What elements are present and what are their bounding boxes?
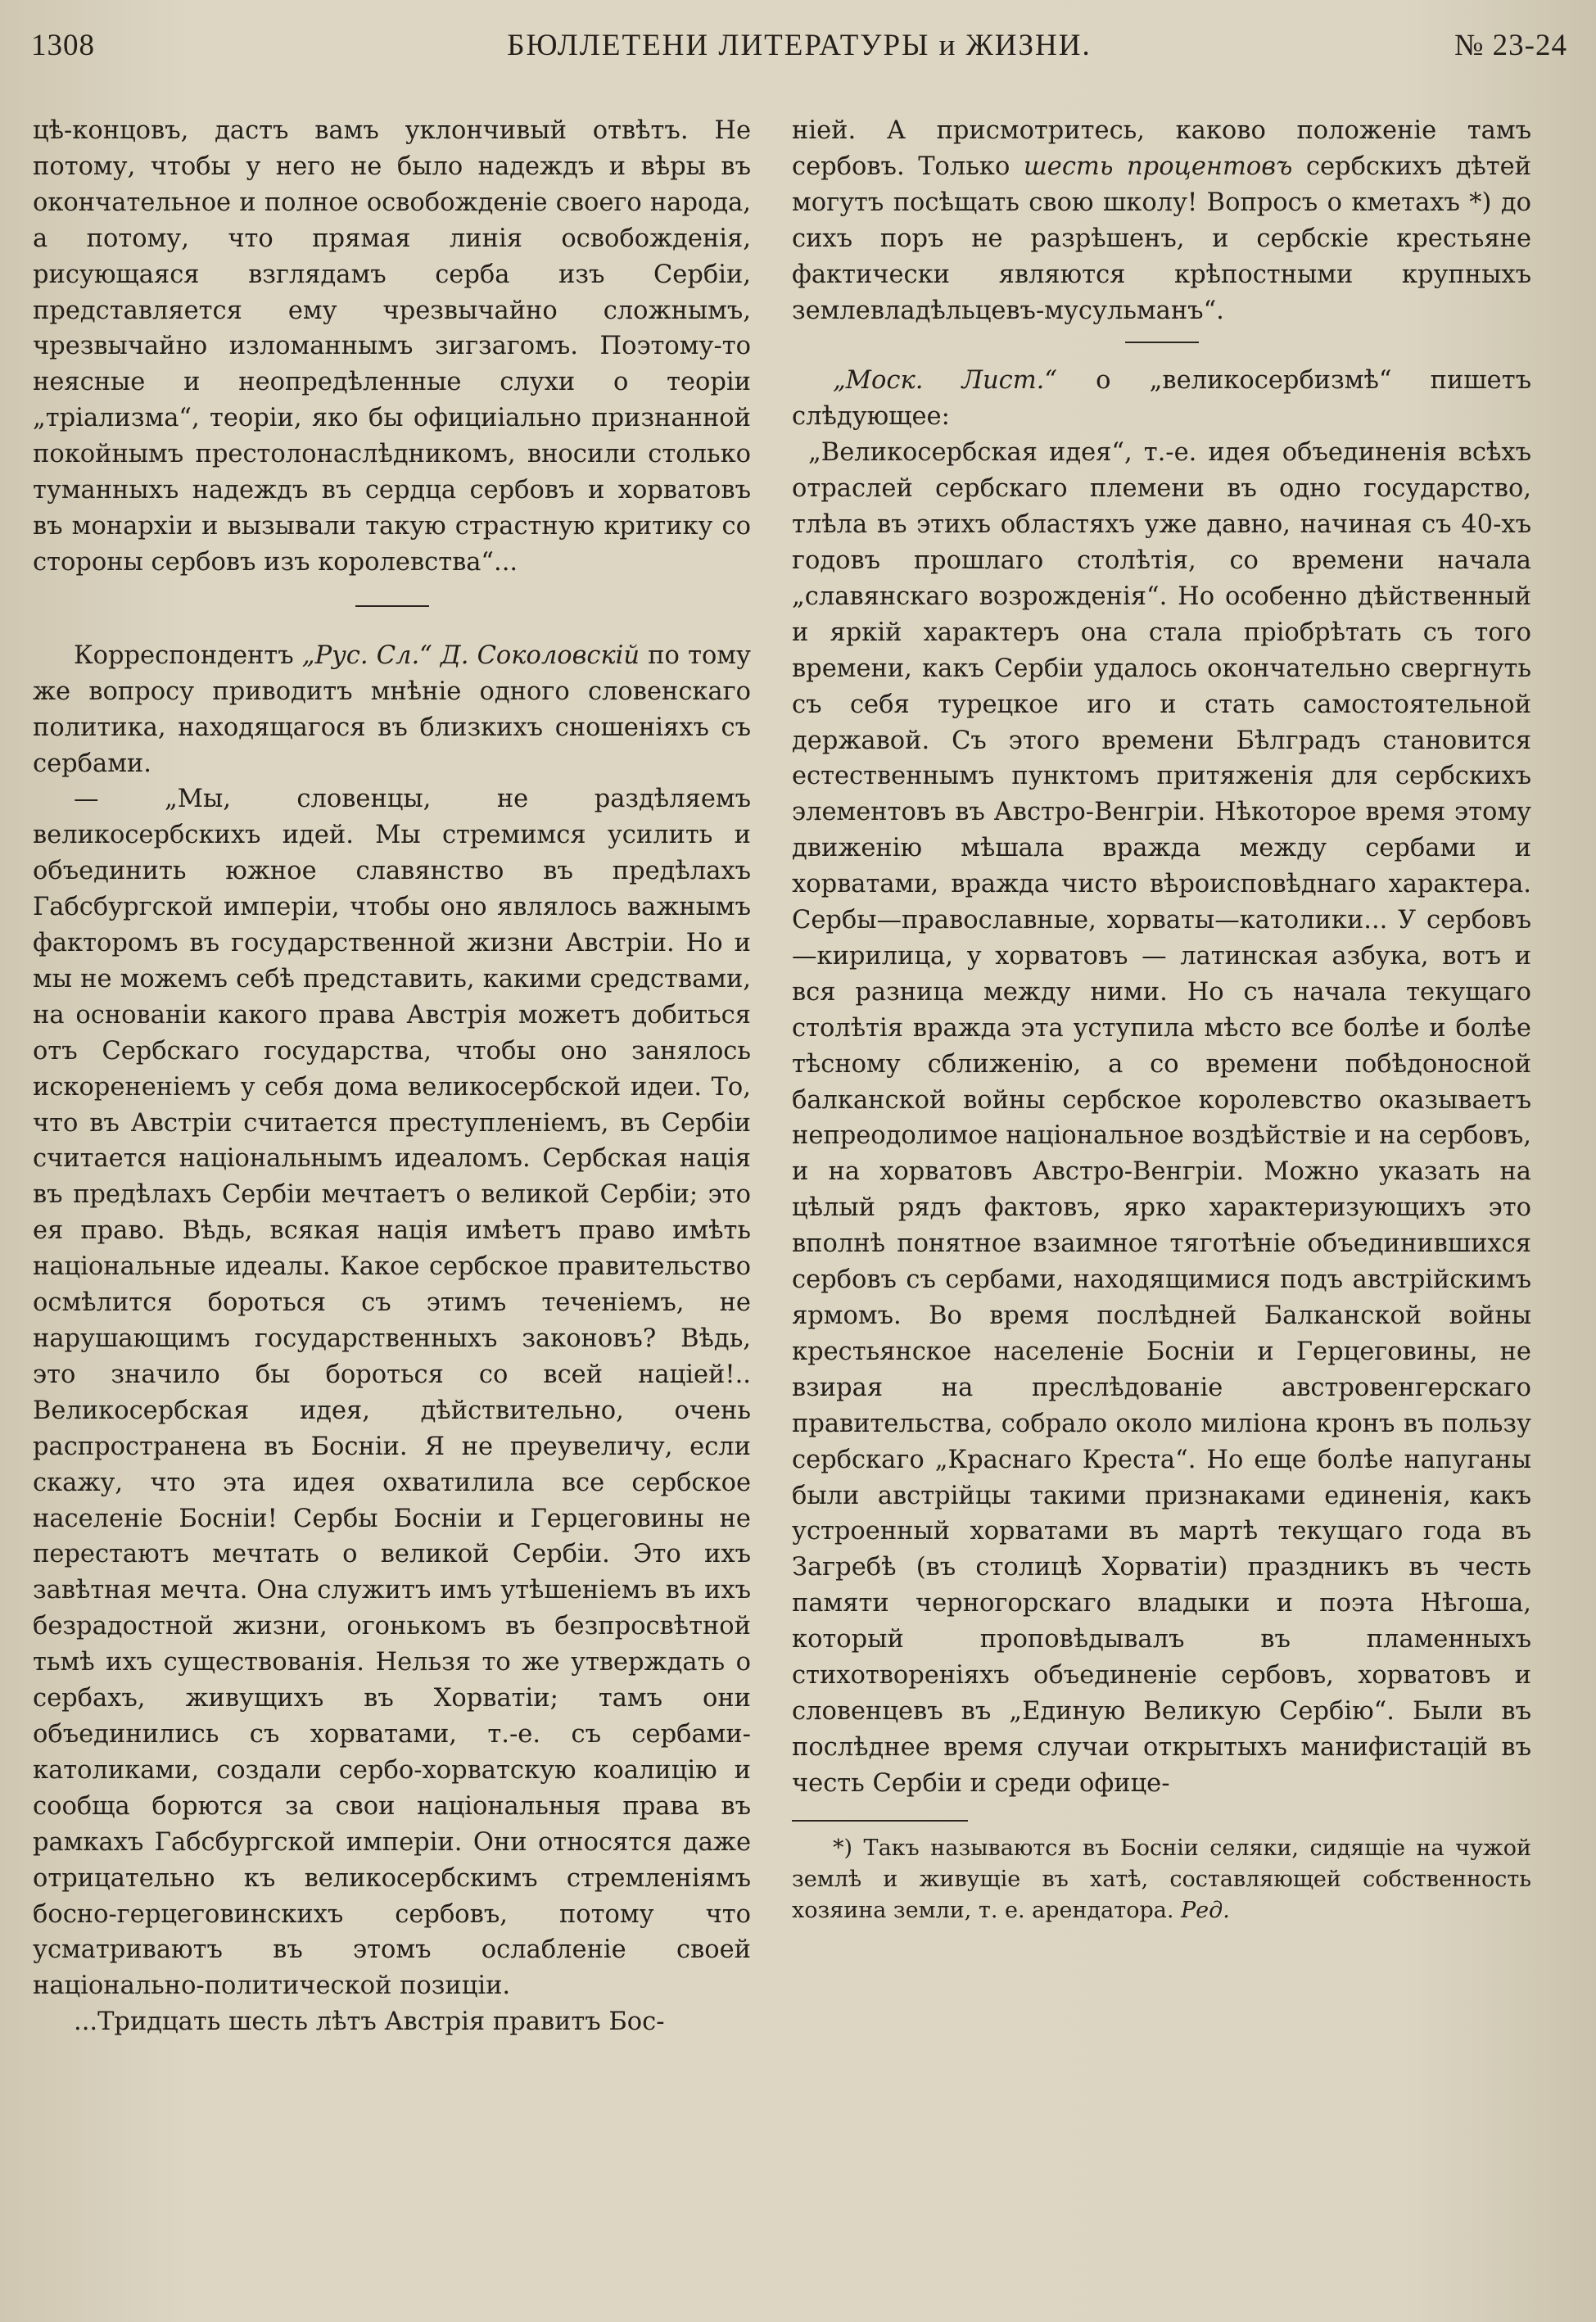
paragraph [33, 638, 751, 782]
author-name: Д. Соколовскій [440, 640, 640, 670]
left-column [33, 113, 751, 2040]
paragraph [792, 113, 1531, 328]
emphasis: шесть процентовъ [1023, 152, 1293, 181]
right-column [792, 113, 1531, 1926]
quoted-paragraph: — „Мы, словенцы, не раздѣляемъ великосербскихъ идей. Мы стремимся усилить и объединить южное славянство въ предѣлахъ Габсбургской имперіи, чтобы оно являлось важнымъ факторомъ въ государственной жизни Австріи. Но и мы не можемъ себѣ представить, какими средствами, на основаніи какого права Австрія можетъ добиться отъ Сербскаго государства, чтобы оно занялось искорененіемъ у себя дома великосербской идеи. То, что въ Австріи считается преступленіемъ, въ Сербіи считается національнымъ идеаломъ. Сербская нація въ предѣлахъ Сербіи мечтаетъ о великой Сербіи; это ея право. Вѣдь, всякая нація имѣетъ право имѣть національные идеалы. Какое сербское правительство осмѣлится бороться съ этимъ теченіемъ, не нарушающимъ государственныхъ законовъ? Вѣдь, это значило бы бороться со всей націей!.. Великосербская идея, дѣйствительно, очень распространена въ Босніи. Я не преувеличу, если скажу, что эта идея охватилила все сербское населеніе Босніи! Сербы Босніи и Герцеговины не перестаютъ мечтать о великой Сербіи. Это ихъ завѣтная мечта. Она служитъ имъ утѣшеніемъ въ ихъ безрадостной жизни, огонькомъ въ безпросвѣтной тьмѣ ихъ существованія. Нельзя то же утверждать о сербахъ, живущихъ въ Хорватіи; тамъ они объединились съ хорватами, т.-е. съ сербами-католиками, создали сербо-хорватскую коалицію и сообща борются за свои національныя права въ рамкахъ Габсбургской имперіи. Они относятся даже отрицательно къ великосербскимъ стремленіямъ босно-герцеговинскихъ сербовъ, потому что усматриваютъ въ этомъ ослабленіе своей національно-политической позиціи. [33, 785, 751, 2001]
paragraph: цѣ-концовъ, дастъ вамъ уклончивый отвѣтъ. Не потому, чтобы у него не было надеждъ и вѣры въ окончательное и полное освобожденіе своего народа, а потому, что прямая линія освобожденія, рисующаяся взглядамъ серба изъ Сербіи, представляется ему чрезвычайно сложнымъ, чрезвычайно изломаннымъ зигзагомъ. Поэтому-то неясные и неопредѣленные слухи о теоріи „тріализма“, теоріи, яко бы официіально признанной покойнымъ престолонаслѣдникомъ, вносили столько туманныхъ надеждъ въ сердца сербовъ и хорватовъ въ монархіи и вызывали такую страстную критику со стороны сербовъ изъ королевства“... [33, 116, 751, 577]
footnote [792, 1833, 1531, 1926]
source-name: „Моск. Лист.“ [833, 366, 1057, 396]
footnote-rule [792, 1820, 968, 1822]
source-name: „Рус. Сл.“ [301, 640, 432, 670]
page-number: 1308 [31, 29, 95, 62]
issue-number: № 23-24 [1454, 29, 1567, 62]
paragraph [792, 363, 1531, 435]
quoted-paragraph: „Великосербская идея“, т.-е. идея объединенія всѣхъ отраслей сербскаго племени въ одно государство, тлѣла въ этихъ областяхъ уже давно, начиная съ 40-хъ годовъ прошлаго столѣтія, со времени начала „славянскаго возрожденія“. Но особенно дѣйственный и яркій характеръ она стала пріобрѣтать съ того времени, какъ Сербіи удалось окончательно свергнуть съ себя турецкое иго и стать самостоятельной державой. Съ этого времени Бѣлградъ становится естественнымъ пунктомъ притяженія для сербскихъ элементовъ въ Австро-Венгріи. Нѣкоторое время этому движенію мѣшала вражда между сербами и хорватами, вражда чисто вѣроисповѣднаго характера. Сербы—православные, хорваты—католики... У сербовъ—кирилица, у хорватовъ — латинская азбука, вотъ и вся разница между ними. Но съ начала текущаго столѣтія вражда эта уступила мѣсто все болѣе и болѣе тѣсному сближенію, а со времени побѣдоносной балканской войны сербское королевство оказываетъ непреодолимое національное воздѣйствіе и на сербовъ, и на хорватовъ Австро-Венгріи. Можно указать на цѣлый рядъ фактовъ, ярко характеризующихъ это вполнѣ понятное взаимное тяготѣніе объединившихся сербовъ съ сербами, находящимися подъ австрійскимъ ярмомъ. Во время послѣдней Балканской войны крестьянское населеніе Босніи и Герцеговины, не взирая на преслѣдованіе австровенгерскаго правительства, собрало около миліона кронъ въ пользу сербскаго „Краснаго Креста“. Но еще болѣе напуганы были австрійцы такими признаками единенія, какъ устроенный хорватами въ мартѣ текущаго года въ Загребѣ (въ столицѣ Хорватіи) праздникъ въ честь памяти черногорскаго владыки и поэта Нѣгоша, который проповѣдывалъ въ пламенныхъ стихотвореніяхъ объединеніе сербовъ, хорватовъ и словенцевъ въ „Единую Великую Сербію“. Были въ послѣднее время случаи открытыхъ манифистацій въ честь Сербіи и среди офице- [792, 438, 1531, 1798]
section-divider [1125, 342, 1199, 343]
editor-sign: Ред. [1181, 1897, 1230, 1923]
text: Корреспондентъ [74, 640, 302, 670]
paragraph: ...Тридцать шесть лѣтъ Австрія правитъ Бос- [74, 2007, 665, 2037]
page-header [31, 28, 1567, 77]
section-divider [355, 605, 429, 607]
text: ніей. А присмотритесь, каково положеніе тамъ сербовъ. Только [792, 116, 1531, 181]
running-title: БЮЛЛЕТЕНИ ЛИТЕРАТУРЫ и ЖИЗНИ. [507, 29, 1092, 62]
text: о „великосербизмѣ“ пишетъ слѣдующее: [792, 366, 1531, 432]
footnote-text: *) Такъ называются въ Босніи селяки, сидящіе на чужой землѣ и живущіе въ хатѣ, составляющей собственность хозяина земли, т. е. арендатора. [792, 1835, 1531, 1923]
text: по тому же вопросу приводитъ мнѣніе одного словенскаго политика, находящагося въ близкихъ сношеніяхъ съ сербами. [33, 640, 751, 778]
text: сербскихъ дѣтей могутъ посѣщать свою школу! Вопросъ о кметахъ *) до сихъ поръ не разрѣшенъ, и сербскіе крестьяне фактически являются крѣпостными крупныхъ землевладѣльцевъ-мусульманъ“. [792, 152, 1531, 325]
